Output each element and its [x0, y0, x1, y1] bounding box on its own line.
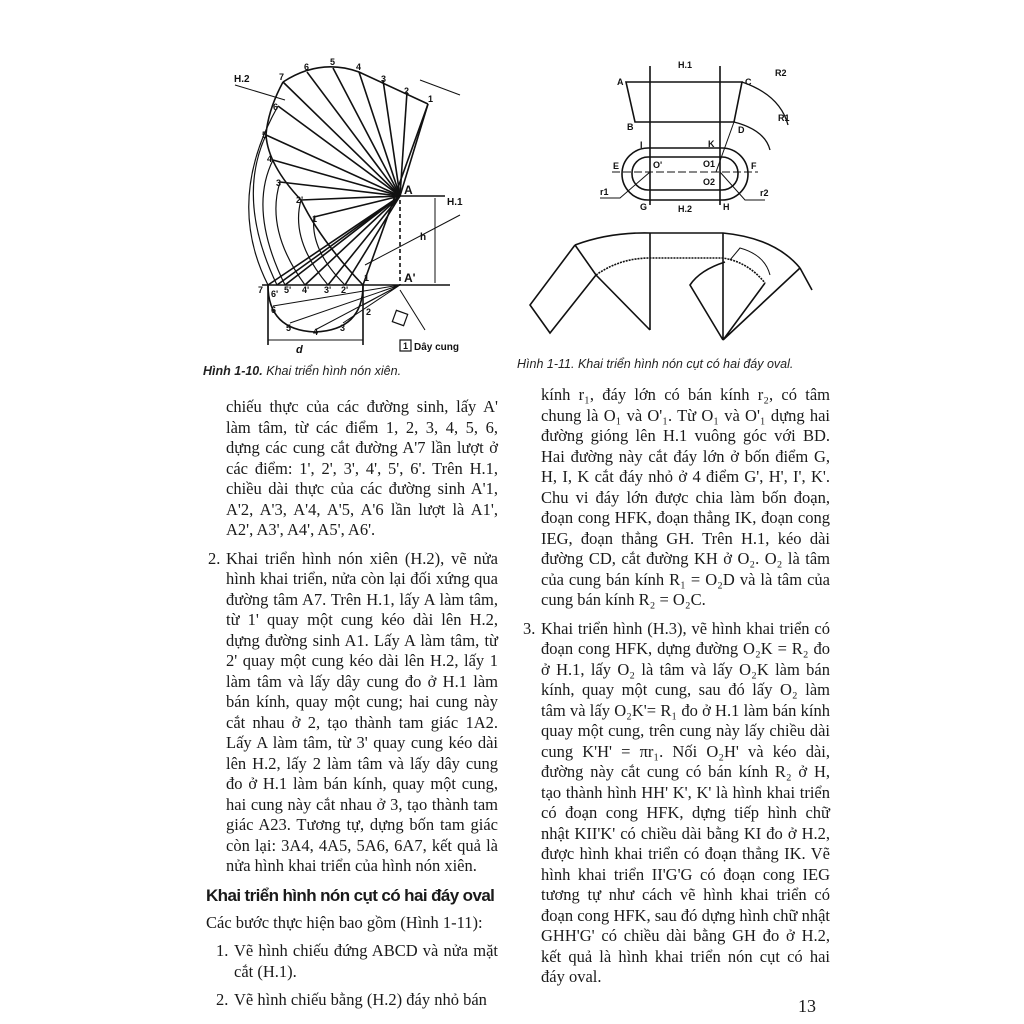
point-label: 2 [404, 86, 410, 96]
front-view-abcd [626, 82, 742, 122]
label-d: d [296, 344, 303, 356]
list-item-3 [521, 619, 830, 988]
point-label: 4 [313, 327, 319, 337]
figure-1-10-caption [203, 364, 401, 378]
label-h2: H.2 [234, 74, 250, 85]
label-f: F [751, 161, 757, 171]
left-column [206, 397, 498, 1011]
label-g: G [640, 202, 648, 212]
point-label: 1 [428, 94, 434, 104]
label-b: B [627, 122, 634, 132]
development-outer-arc [575, 233, 800, 268]
label-r2: R2 [775, 68, 787, 78]
development-outline [266, 67, 428, 285]
section-heading: Khai triển hình nón cụt có hai đáy oval [206, 885, 495, 905]
point-label: 7 [258, 285, 264, 295]
point-label: 1 [312, 214, 318, 224]
point-label: 3 [276, 178, 282, 188]
point-label: 4 [267, 154, 273, 164]
label-h: h [420, 232, 427, 243]
point-label: 7 [279, 72, 285, 82]
caption-label: Hình 1-10. [203, 364, 263, 378]
point-label: 5 [286, 323, 292, 333]
point-label: 6 [271, 305, 277, 315]
right-column [523, 385, 830, 988]
label-c: C [745, 77, 752, 87]
label-h2: H.2 [678, 204, 693, 214]
chord-legend-text: Dây cung [414, 342, 460, 353]
point-label: 5 [262, 130, 268, 140]
point-label: 2' [296, 195, 304, 205]
point-label: 4' [302, 285, 310, 295]
label-r1: R1 [778, 113, 790, 123]
figure-1-10 [225, 55, 485, 360]
point-label: 1 [364, 273, 370, 283]
caption-text: Khai triển hình nón xiên. [266, 364, 402, 378]
list-item-2 [206, 549, 498, 877]
caption-label: Hình 1-11. [517, 357, 575, 371]
label-r2-small: r2 [760, 188, 769, 198]
label-o1-prime: O' [653, 160, 663, 170]
figure-1-11 [510, 55, 830, 350]
point-label: 6 [304, 62, 310, 72]
development-inner-arc [596, 258, 765, 283]
list-item-text: Vẽ hình chiếu đứng ABCD và nửa mặt cắt (H.1). [234, 941, 498, 981]
list-item-text: Khai triển hình nón xiên (H.2), vẽ nửa hình khai triển, nửa còn lại đối xứng qua đường tâm A7. Trên H.1, lấy A làm tâm, từ 1' quay một cung kéo dài lên H.2, dựng đường sinh A1. Lấy A làm tâm, từ 2' quay một cung kéo dài lên H.2, lấy 1 làm tâm và lấy dây cung đo ở H.1 làm bán kính, quay một cung; hai cung này cắt nhau ở 2, tạo thành tam giác 1A2. Lấy A làm tâm, từ 3' quay cung kéo dài lên H.2, lấy 2 làm tâm và lấy dây cung đo ở H.1 làm bán kính, quay một cung, hai cung này cắt nhau ở 3, tạo thành tam giác A23. Tương tự, dựng bốn tam giác còn lại: 3A4, 4A5, 5A6, 6A7, kết quả là nửa hình khai triển của hình nón xiên. [226, 548, 498, 875]
oval-outer [622, 148, 748, 200]
point-label: 4 [356, 62, 362, 72]
point-label: 6 [273, 102, 279, 112]
list-number: 3. [523, 618, 536, 638]
list-item-text: Vẽ hình chiếu bằng (H.2) đáy nhỏ bán [234, 990, 487, 1009]
base-ellipse [268, 285, 363, 332]
label-e: E [613, 161, 620, 171]
list-number: 2. [216, 990, 229, 1009]
label-a-prime: A' [404, 271, 416, 285]
label-a: A [617, 77, 624, 87]
label-d: D [738, 125, 745, 135]
label-o1: O1 [703, 159, 716, 169]
point-label: 2' [341, 285, 349, 295]
point-label: 3 [381, 74, 387, 84]
label-a: A [404, 183, 413, 197]
label-h1: H.1 [447, 197, 463, 208]
step-item [214, 990, 498, 1011]
list-item-text: Khai triển hình (H.3), vẽ hình khai triển có đoạn cong HFK, dựng đường O₂K = R₂ đo ở H.1, lấy O₂ là tâm và lấy O₂K làm bán kính, quay một cung, sau đó lấy O₂ làm tâm và lấy O₂K'= R₁ đo ở H.1 làm bán kính quay một cung, trên cung này lấy chiều dài cung K'H' = πr₁. Nối O₂H' và kéo dài, đường này cắt cung có bán kính R₂ ở H, tạo thành hình HH' K', K' là hình khai triển có đoạn cong HFK, dựng tiếp hình chữ nhật KII'K' có chiều dài bằng KI đo ở H.2, được hình khai triển có đoạn thẳng IK. Vẽ hình khai triển II'G'G có đoạn cong IEG tương tự như cách vẽ hình khai triển có đoạn cong HFK, sau đó dựng hình chữ nhật GHH'G' có chiều dài bằng GH đo ở H.2, kết quả là hình khai triển nón cụt có hai đáy oval. [541, 618, 830, 986]
label-k: K [708, 139, 715, 149]
label-r1-small: r1 [600, 187, 609, 197]
fan-lines [266, 68, 428, 285]
label-h1: H.1 [678, 60, 693, 70]
intro-text: Các bước thực hiện bao gồm (Hình 1-11): [206, 912, 483, 932]
point-label: 5 [330, 57, 336, 67]
paragraph: chiếu thực của các đường sinh, lấy A' làm tâm, từ các điểm 1, 2, 3, 4, 5, 6, dựng các cung cắt đường A'7 lần lượt ở các điểm: 1', 2', 3', 4', 5', 6'. Trên H.1, chiều dài thực của các đường sinh A'1, A'2, A'3, A'4, A'5, A'6 lần lượt là A1', A2', A3', A4', A5', A6'. [226, 397, 498, 539]
step-item [214, 941, 498, 982]
point-label: 3' [324, 285, 332, 295]
paragraph: kính r₁, đáy lớn có bán kính r₂, có tâm chung là O₁ và O'₁. Từ O₁ và O'₁ dựng hai đường gióng lên H.1 vuông góc với BD. Hai đường này cắt đáy lớn ở bốn điểm G, H, I, K cắt đáy nhỏ ở 4 điểm G', H', I', K'. Chu vi đáy lớn được chia làm bốn đoạn, đoạn cong HFK, đoạn thẳng IK, đoạn cong IEG, đoạn thẳng GH. Trên H.1, kéo dài đường CD, cắt đường KH ở O₂. O₂ là tâm của cung bán kính R₁ = O₂D và là tâm của cung bán kính R₂ = O₂C. [541, 385, 830, 609]
list-number: 1. [216, 941, 229, 960]
page-number: 13 [798, 996, 816, 1016]
point-label: 2 [366, 307, 372, 317]
point-label: 3 [340, 323, 346, 333]
label-o2: O2 [703, 177, 716, 187]
chord-box-number: 1 [403, 341, 409, 351]
list-number: 2. [208, 548, 221, 568]
caption-text: Khai triển hình nón cụt có hai đáy oval. [577, 357, 794, 371]
point-label: 5' [284, 285, 292, 295]
label-h: H [723, 202, 730, 212]
label-i: I [640, 140, 643, 150]
figure-1-11-caption [517, 357, 793, 371]
point-label: 6' [271, 289, 279, 299]
